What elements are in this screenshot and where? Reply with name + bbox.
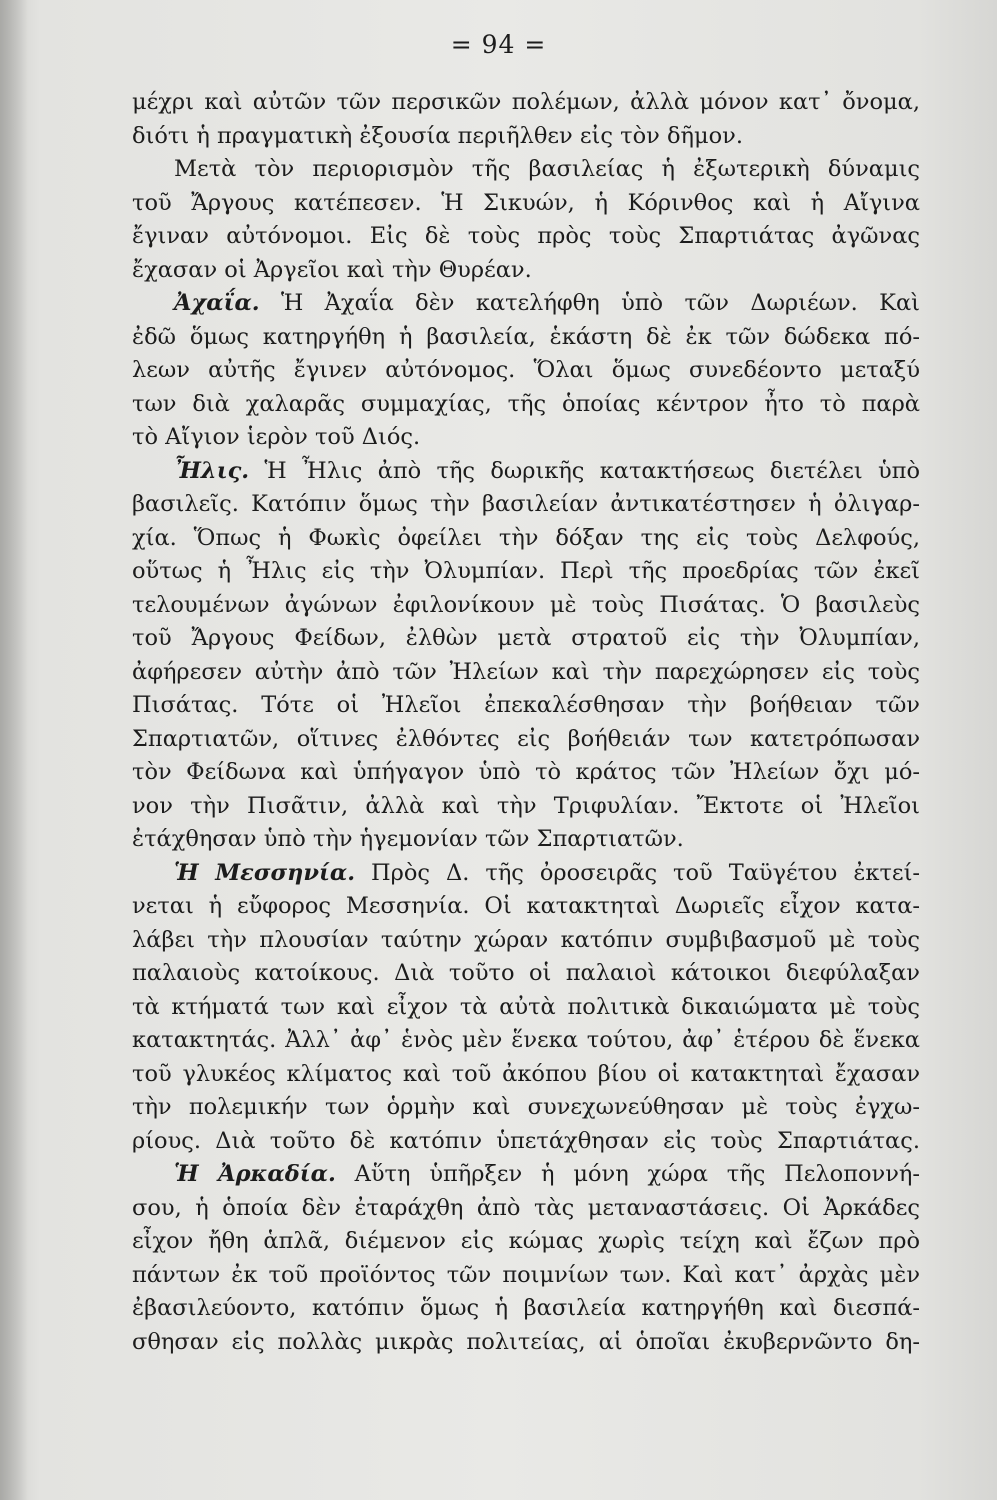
text-line: τὸν Φείδωνα καὶ ὑπήγαγον ὑπὸ τὸ κράτος τῶν Ἠλείων ὄχι μό-: [132, 759, 920, 785]
text-line: ἐβασιλεύοντο, κατόπιν ὅμως ἡ βασιλεία κατηργήθη καὶ διεσπά-: [132, 1295, 920, 1321]
text-line: σου, ἡ ὁποία δὲν ἐταράχθη ἀπὸ τὰς μεταναστάσεις. Οἱ Ἀρκάδες: [132, 1194, 920, 1221]
text-line: διότι ἡ πραγματικὴ ἐξουσία περιῆλθεν εἰς τὸν δῆμον.: [132, 122, 743, 149]
text-line: Μετὰ τὸν περιορισμὸν τῆς βασιλείας ἡ ἐξωτερικὴ δύναμις: [174, 156, 920, 182]
text-line: τοῦ Ἄργους κατέπεσεν. Ἡ Σικυών, ἡ Κόρινθος καὶ ἡ Αἴγινα: [132, 189, 920, 216]
binding-shadow: [0, 0, 28, 1500]
text-line: τὰ κτήματά των καὶ εἶχον τὰ αὐτὰ πολιτικὰ δικαιώματα μὲ τοὺς: [132, 993, 920, 1020]
text-run: Αὕτη ὑπῆρξεν ἡ μόνη χώρα τῆς Πελοποννή-: [354, 1161, 920, 1187]
text-run: Ἡ Ἀχαΐα δὲν κατελήφθη ὑπὸ τῶν Δωριέων. Καὶ: [280, 290, 920, 316]
text-line: χία. Ὅπως ἡ Φωκὶς ὀφείλει τὴν δόξαν της εἰς τοὺς Δελφούς,: [132, 524, 920, 551]
text-line: νεται ἡ εὔφορος Μεσσηνία. Οἱ κατακτηταὶ Δωριεῖς εἶχον κατα-: [132, 893, 920, 919]
text-line: σθησαν εἰς πολλὰς μικρὰς πολιτείας, αἱ ὁποῖαι ἐκυβερνῶντο δη-: [132, 1328, 920, 1355]
text-line: βασιλεῖς. Κατόπιν ὅμως τὴν βασιλείαν ἀντικατέστησεν ἡ ὀλιγαρ-: [132, 491, 920, 517]
text-line: εἶχον ἤθη ἁπλᾶ, διέμενον εἰς κώμας χωρὶς τείχη καὶ ἔζων πρὸ: [132, 1228, 920, 1254]
body-text: [132, 86, 920, 1359]
text-line: λεων αὐτῆς ἔγινεν αὐτόνομος. Ὅλαι ὅμως συνεδέοντο μεταξύ: [132, 357, 920, 383]
section-heading-arcadia: Ἡ Ἀρκαδία.: [174, 1161, 336, 1187]
text-line: λάβει τὴν πλουσίαν ταύτην χώραν κατόπιν συμβιβασμοῦ μὲ τοὺς: [132, 926, 920, 953]
text-line: ἐδῶ ὅμως κατηργήθη ἡ βασιλεία, ἑκάστη δὲ ἐκ τῶν δώδεκα πό-: [132, 323, 920, 350]
text-line: των διὰ χαλαρᾶς συμμαχίας, τῆς ὁποίας κέντρον ἦτο τὸ παρὰ: [132, 390, 920, 417]
paragraph-arcadia: [132, 1158, 920, 1192]
text-line: Πισάτας. Τότε οἱ Ἠλεῖοι ἐπεκαλέσθησαν τὴν βοήθειαν τῶν: [132, 692, 920, 718]
paragraph-elis: [132, 455, 920, 489]
text-line: ἀφήρεσεν αὐτὴν ἀπὸ τῶν Ἠλείων καὶ τὴν παρεχώρησεν εἰς τοὺς: [132, 658, 920, 685]
paragraph-achaia: [132, 287, 920, 321]
text-line: ἐτάχθησαν ὑπὸ τὴν ἡγεμονίαν τῶν Σπαρτιατῶν.: [132, 826, 684, 852]
text-line: τελουμένων ἀγώνων ἐφιλονίκουν μὲ τοὺς Πισάτας. Ὁ βασιλεὺς: [132, 591, 920, 618]
text-line: τοῦ γλυκέος κλίματος καὶ τοῦ ἀκόπου βίου οἱ κατακτηταὶ ἔχασαν: [132, 1060, 920, 1087]
text-run: Πρὸς Δ. τῆς ὀροσειρᾶς τοῦ Ταϋγέτου ἐκτεί-: [371, 859, 920, 886]
page-number: = 94 =: [450, 30, 547, 59]
text-line: ἔγιναν αὐτόνομοι. Εἰς δὲ τοὺς πρὸς τοὺς Σπαρτιάτας ἀγῶνας: [132, 223, 920, 249]
text-line: κατακτητάς. Ἀλλ᾽ ἀφ᾽ ἑνὸς μὲν ἕνεκα τούτου, ἀφ᾽ ἑτέρου δὲ ἕνεκα: [132, 1027, 920, 1053]
text-line: μέχρι καὶ αὐτῶν τῶν περσικῶν πολέμων, ἀλλὰ μόνον κατ᾽ ὄνομα,: [132, 89, 920, 115]
text-line: ρίους. Διὰ τοῦτο δὲ κατόπιν ὑπετάχθησαν εἰς τοὺς Σπαρτιάτας.: [132, 1127, 920, 1154]
text-line: Σπαρτιατῶν, οἵτινες ἐλθόντες εἰς βοήθειάν των κατετρόπωσαν: [132, 725, 920, 752]
text-run: Ἡ Ἦλις ἀπὸ τῆς δωρικῆς κατακτήσεως διετέλει ὑπὸ: [264, 457, 920, 484]
text-line: τοῦ Ἄργους Φείδων, ἐλθὼν μετὰ στρατοῦ εἰς τὴν Ὀλυμπίαν,: [132, 625, 920, 651]
paragraph-messenia: [132, 857, 920, 891]
text-line: παλαιοὺς κατοίκους. Διὰ τοῦτο οἱ παλαιοὶ κάτοικοι διεφύλαξαν: [132, 960, 920, 986]
section-heading-achaia: Ἀχαΐα.: [174, 290, 260, 316]
text-line: ἔχασαν οἱ Ἀργεῖοι καὶ τὴν Θυρέαν.: [132, 256, 532, 283]
text-line: πάντων ἐκ τοῦ προϊόντος τῶν ποιμνίων των. Καὶ κατ᾽ ἀρχὰς μὲν: [132, 1261, 920, 1288]
text-line: νον τὴν Πισᾶτιν, ἀλλὰ καὶ τὴν Τριφυλίαν. Ἔκτοτε οἱ Ἠλεῖοι: [132, 792, 920, 819]
text-line: τὸ Αἴγιον ἱερὸν τοῦ Διός.: [132, 424, 421, 450]
text-line: τὴν πολεμικήν των ὁρμὴν καὶ συνεχωνεύθησαν μὲ τοὺς ἐγχω-: [132, 1094, 920, 1120]
section-heading-elis: Ἦλις.: [174, 457, 250, 484]
section-heading-messenia: Ἡ Μεσσηνία.: [174, 859, 356, 886]
text-line: οὕτως ἡ Ἦλις εἰς τὴν Ὀλυμπίαν. Περὶ τῆς προεδρίας τῶν ἐκεῖ: [132, 558, 920, 584]
